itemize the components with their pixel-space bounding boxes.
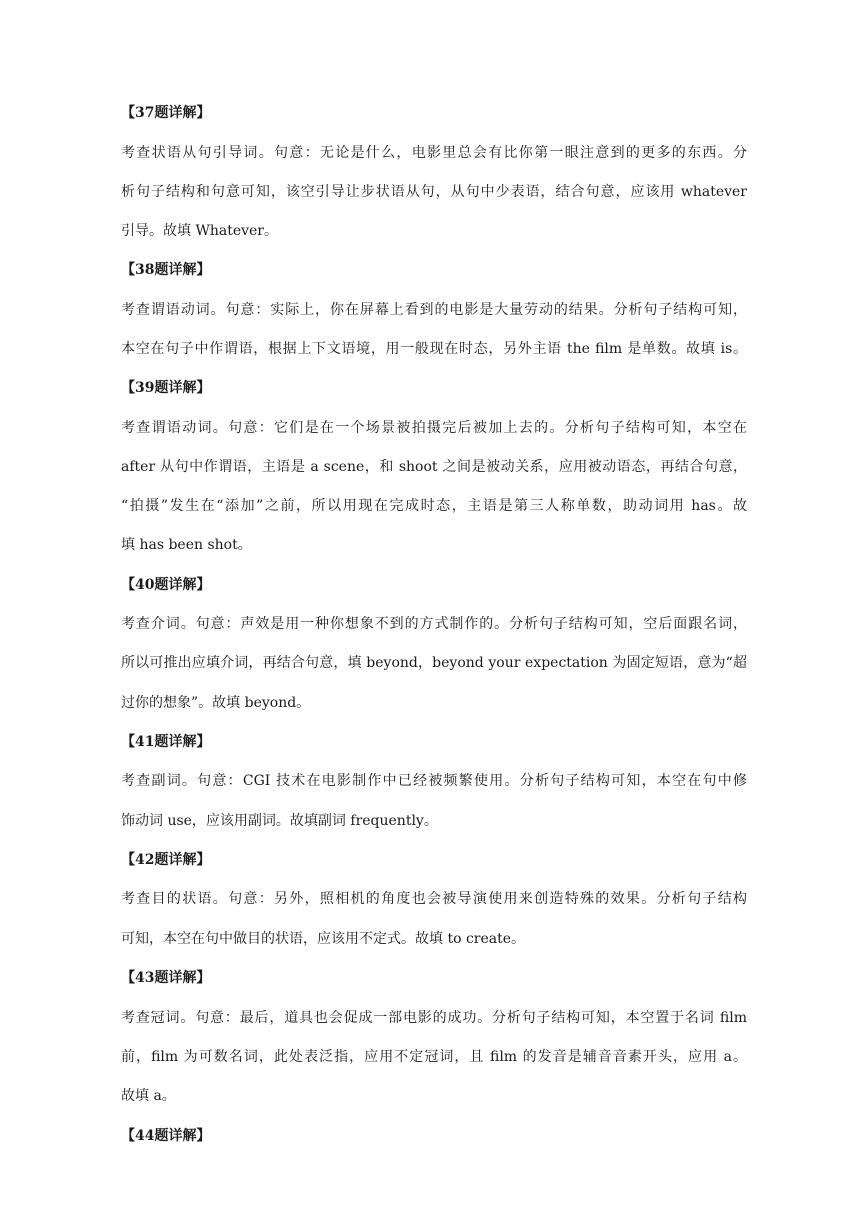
section-40-line-3: 过你的想象”。故填 beyond。 — [121, 695, 311, 711]
section-43-line-3: 故填 a。 — [121, 1088, 176, 1104]
section-heading-37: 【37题详解】 — [121, 105, 211, 121]
section-42-line-2: 可知，本空在句中做目的状语，应该用不定式。故填 to create。 — [121, 931, 526, 947]
section-heading-41: 【41题详解】 — [121, 734, 211, 750]
section-41-line-1: 考查副词。句意：CGI 技术在电影制作中已经被频繁使用。分析句子结构可知，本空在句中修 — [121, 773, 747, 789]
section-39-line-3: “拍摄”发生在“添加”之前，所以用现在完成时态，主语是第三人称单数，助动词用 has。故 — [121, 498, 747, 514]
section-heading-38: 【38题详解】 — [121, 262, 211, 278]
section-39-line-2: after 从句中作谓语，主语是 a scene，和 shoot 之间是被动关系，应用被动语态，再结合句意， — [121, 459, 747, 475]
section-43-line-2: 前，film 为可数名词，此处表泛指，应用不定冠词，且 film 的发音是辅音音素开头，应用 a。 — [121, 1049, 747, 1065]
section-37-line-1: 考查状语从句引导词。句意：无论是什么，电影里总会有比你第一眼注意到的更多的东西。分 — [121, 145, 747, 161]
section-37-line-3: 引导。故填 Whatever。 — [121, 223, 279, 239]
section-heading-43: 【43题详解】 — [121, 970, 211, 986]
section-40-line-1: 考查介词。句意：声效是用一种你想象不到的方式制作的。分析句子结构可知，空后面跟名词， — [121, 616, 747, 632]
section-heading-40: 【40题详解】 — [121, 577, 211, 593]
section-39-line-1: 考查谓语动词。句意：它们是在一个场景被拍摄完后被加上去的。分析句子结构可知，本空在 — [121, 420, 747, 436]
section-38-line-1: 考查谓语动词。句意：实际上，你在屏幕上看到的电影是大量劳动的结果。分析句子结构可知， — [121, 302, 747, 318]
section-38-line-2: 本空在句子中作谓语，根据上下文语境，用一般现在时态，另外主语 the film 是单数。故填 is。 — [121, 341, 747, 357]
section-41-line-2: 饰动词 use，应该用副词。故填副词 frequently。 — [121, 813, 438, 829]
section-39-line-4: 填 has been shot。 — [121, 537, 252, 553]
section-heading-39: 【39题详解】 — [121, 380, 211, 396]
section-43-line-1: 考查冠词。句意：最后，道具也会促成一部电影的成功。分析句子结构可知，本空置于名词 film — [121, 1010, 747, 1026]
section-heading-42: 【42题详解】 — [121, 852, 211, 868]
section-37-line-2: 析句子结构和句意可知，该空引导让步状语从句，从句中少表语，结合句意，应该用 whatever — [121, 184, 747, 200]
section-42-line-1: 考查目的状语。句意：另外，照相机的角度也会被导演使用来创造特殊的效果。分析句子结构 — [121, 891, 747, 907]
section-40-line-2: 所以可推出应填介词，再结合句意，填 beyond，beyond your expectation 为固定短语，意为“超 — [121, 655, 747, 671]
section-heading-44: 【44题详解】 — [121, 1128, 211, 1144]
